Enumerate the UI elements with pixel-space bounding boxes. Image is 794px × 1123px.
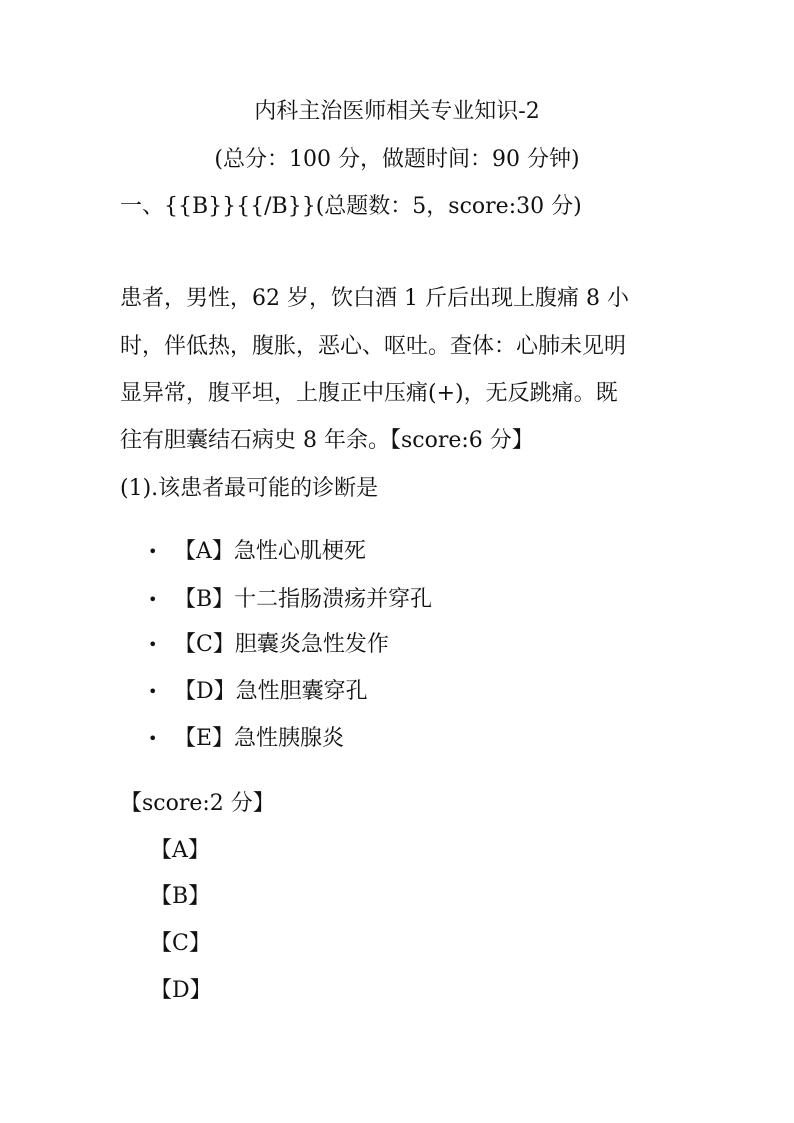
bullet-icon: •: [148, 729, 158, 748]
option-a: [148, 541, 366, 563]
question-text: (1).该患者最可能的诊断是: [120, 476, 379, 501]
option-e: [148, 728, 344, 750]
question-stem-line: 往有胆囊结石病史 8 年余。【score:6 分】: [120, 428, 534, 453]
answer-choice-b: 【B】: [150, 884, 211, 909]
option-label: 【C】胆囊炎急性发作: [174, 632, 389, 657]
section-heading: 一、{{B}}{{/B}}(总题数：5，score:30 分): [120, 194, 582, 219]
question-stem-line: 时，伴低热，腹胀，恶心、呕吐。查体：心肺未见明: [120, 334, 627, 359]
option-d: [148, 681, 368, 703]
page-title: 内科主治医师相关专业知识-2: [254, 99, 540, 124]
option-b: [148, 589, 432, 611]
option-c: [148, 634, 389, 656]
option-label: 【B】十二指肠溃疡并穿孔: [174, 587, 433, 612]
option-label: 【D】急性胆囊穿孔: [174, 679, 368, 704]
option-label: 【A】急性心肌梗死: [174, 539, 366, 564]
answer-choice-d: 【D】: [150, 978, 212, 1003]
bullet-icon: •: [148, 590, 158, 609]
page-subtitle: (总分：100 分，做题时间：90 分钟): [214, 147, 580, 172]
question-stem-line: 显异常，腹平坦，上腹正中压痛(+)，无反跳痛。既: [120, 381, 618, 406]
answer-score: 【score:2 分】: [120, 791, 275, 816]
bullet-icon: •: [148, 542, 158, 561]
answer-choice-a: 【A】: [150, 838, 210, 863]
bullet-icon: •: [148, 635, 158, 654]
bullet-icon: •: [148, 682, 158, 701]
option-label: 【E】急性胰腺炎: [174, 726, 345, 751]
question-stem-line: 患者，男性，62 岁，饮白酒 1 斤后出现上腹痛 8 小: [120, 286, 629, 311]
answer-choice-c: 【C】: [150, 931, 211, 956]
